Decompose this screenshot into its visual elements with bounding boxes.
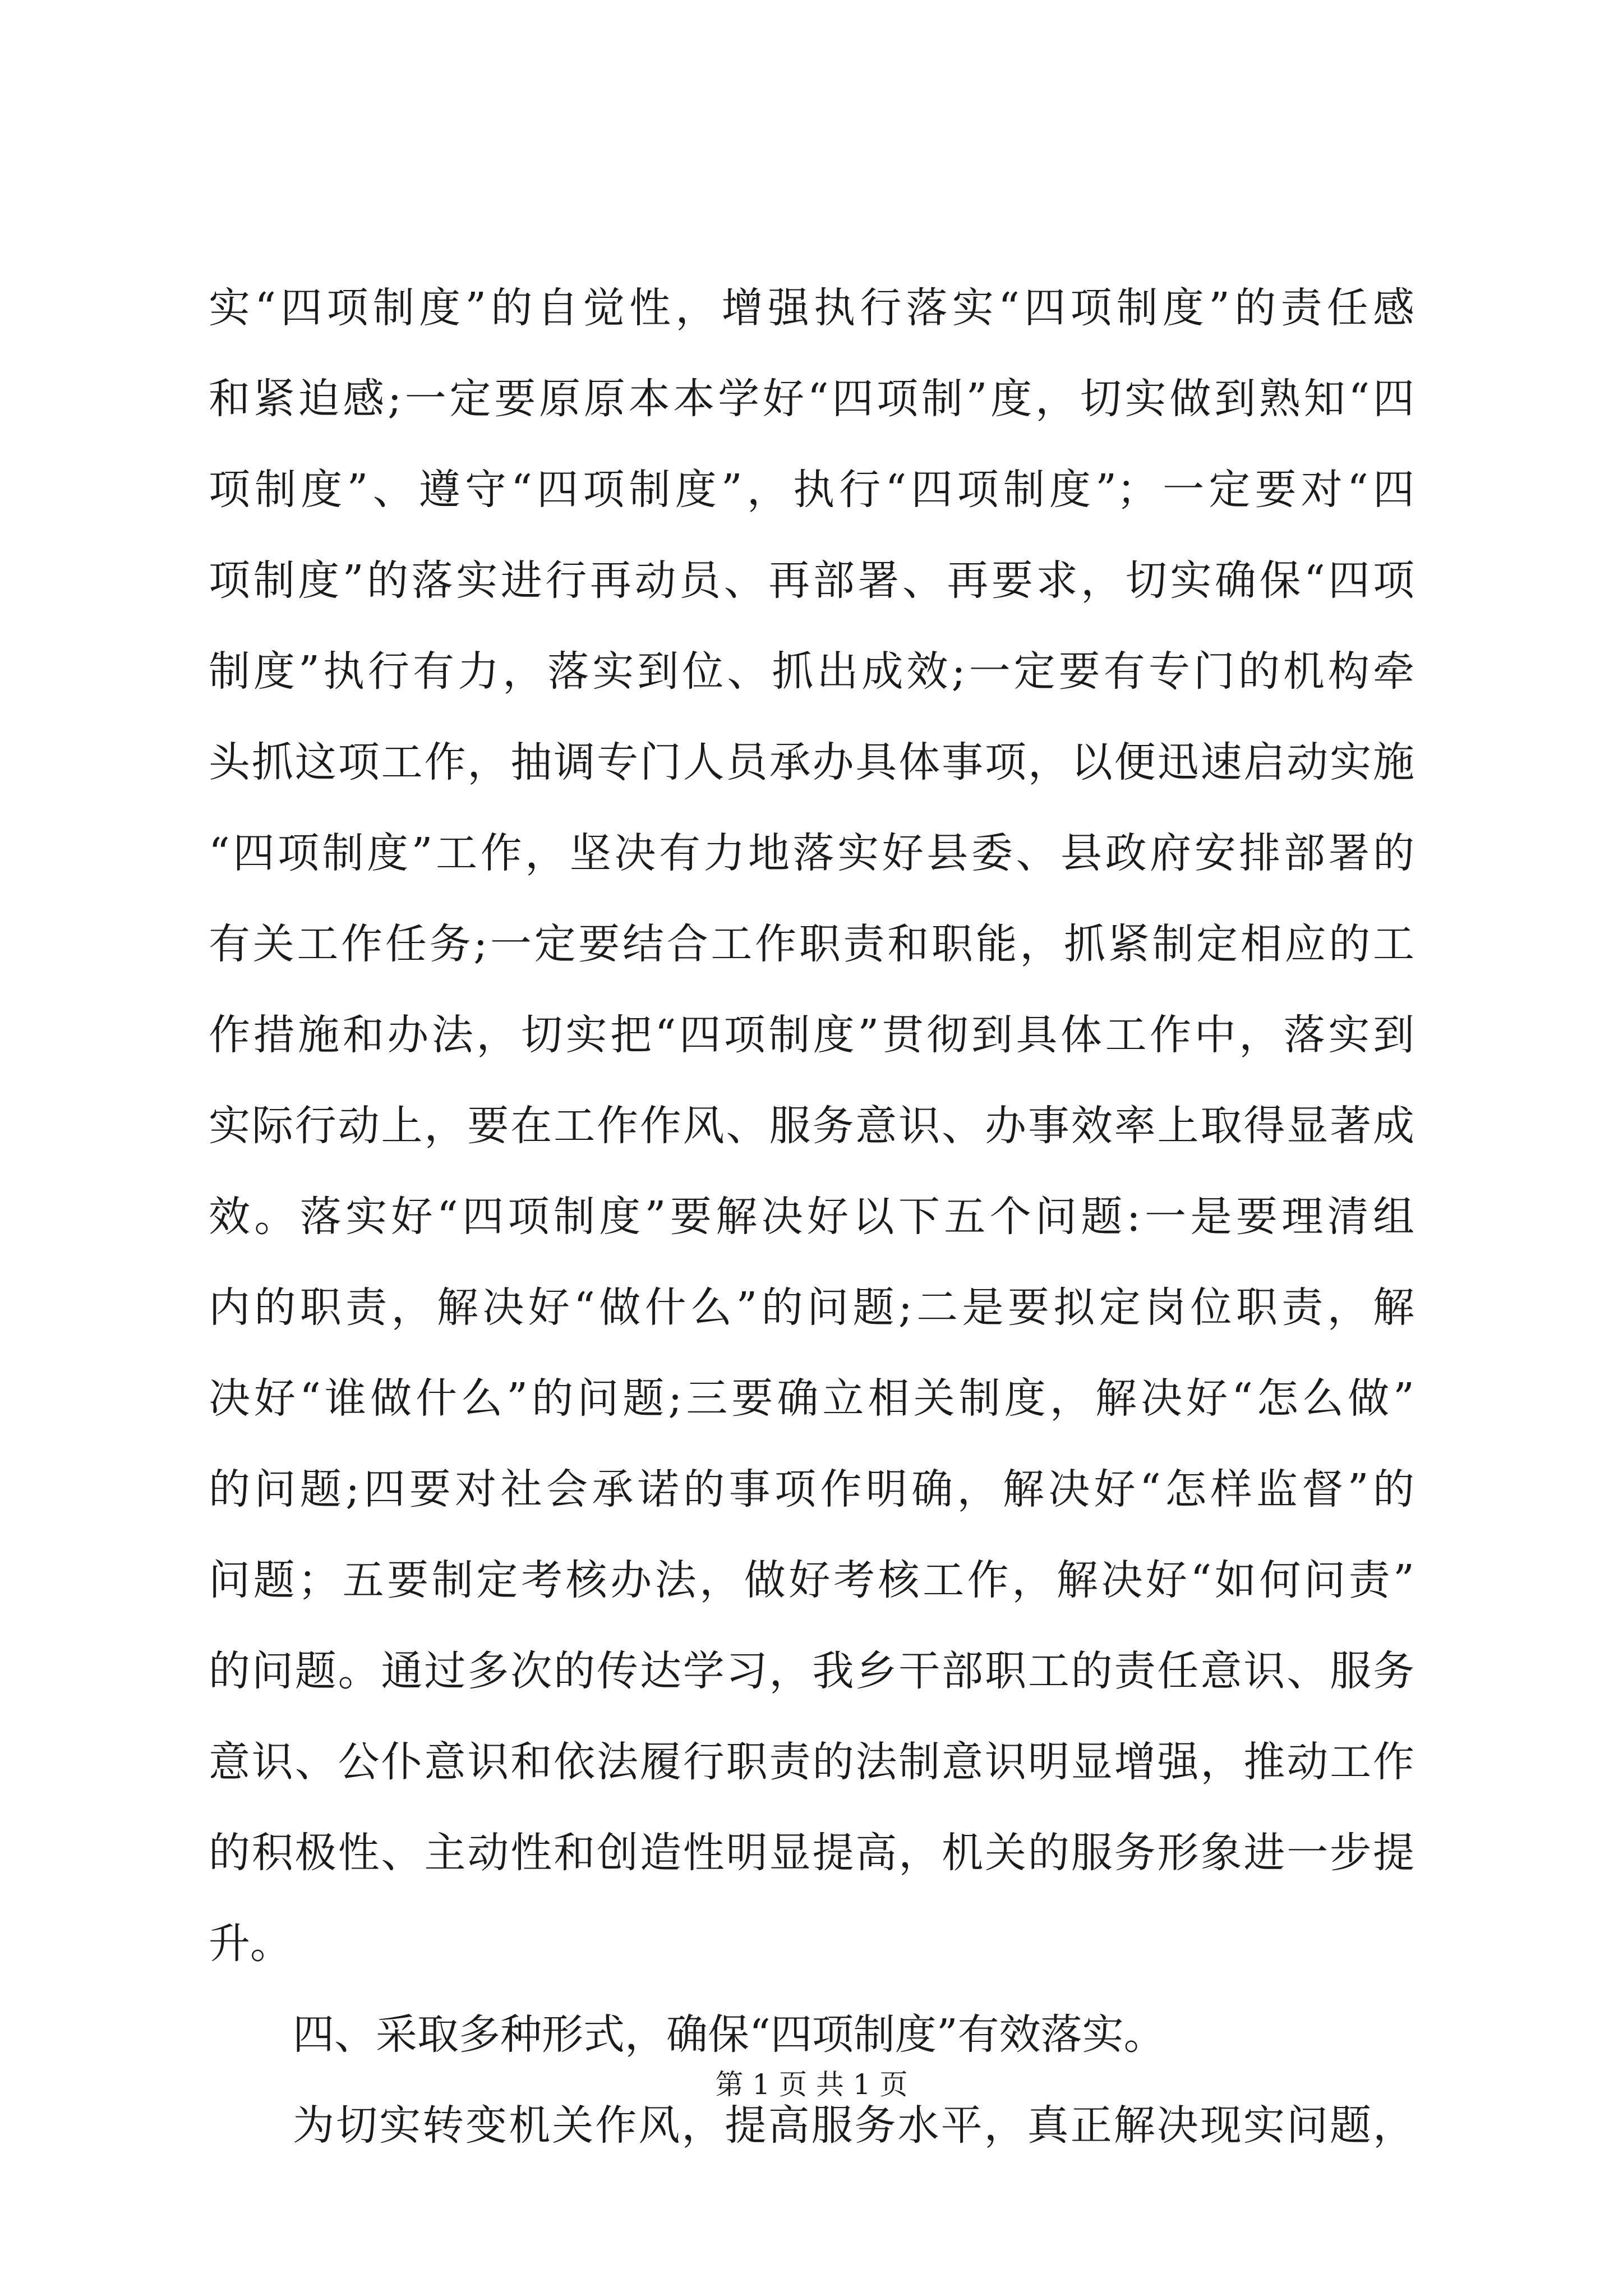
paragraph-line: “四项制度”工作，坚决有力地落实好县委、县政府安排部署的	[209, 829, 1414, 877]
paragraph-line: 项制度”的落实进行再动员、再部署、再要求，切实确保“四项	[209, 556, 1414, 605]
page-footer: 第 1 页 共 1 页	[715, 2068, 908, 2101]
paragraph-line: 问题；五要制定考核办法，做好考核工作，解决好“如何问责”	[209, 1556, 1414, 1604]
paragraph-line: 决好“谁做什么”的问题;三要确立相关制度，解决好“怎么做”	[209, 1374, 1414, 1423]
document-body	[209, 263, 1414, 2171]
paragraph-line: 有关工作任务;一定要结合工作职责和职能，抓紧制定相应的工	[209, 920, 1414, 968]
paragraph-line: 内的职责，解决好“做什么”的问题;二是要拟定岗位职责，解	[209, 1283, 1414, 1332]
paragraph-line: 头抓这项工作，抽调专门人员承办具体事项，以便迅速启动实施	[209, 738, 1414, 786]
paragraph-line: 意识、公仆意识和依法履行职责的法制意识明显增强，推动工作	[209, 1738, 1414, 1786]
paragraph-line: 效。落实好“四项制度”要解决好以下五个问题:一是要理清组	[209, 1193, 1414, 1241]
paragraph-line: 实际行动上，要在工作作风、服务意识、办事效率上取得显著成	[209, 1102, 1414, 1150]
paragraph-line: 和紧迫感;一定要原原本本学好“四项制”度，切实做到熟知“四	[209, 375, 1414, 423]
paragraph-line: 制度”执行有力，落实到位、抓出成效;一定要有专门的机构牵	[209, 647, 1414, 696]
paragraph-line: 的积极性、主动性和创造性明显提高，机关的服务形象进一步提	[209, 1829, 1414, 1877]
paragraph-line: 为切实转变机关作风，提高服务水平，真正解决现实问题，	[293, 2101, 1414, 2150]
paragraph-line: 的问题;四要对社会承诺的事项作明确，解决好“怎样监督”的	[209, 1465, 1414, 1513]
section-heading: 四、采取多种形式，确保“四项制度”有效落实。	[293, 2010, 1165, 2059]
paragraph-line: 项制度”、遵守“四项制度”，执行“四项制度”；一定要对“四	[209, 466, 1414, 514]
paragraph-line: 升。	[209, 1920, 292, 1968]
paragraph-line: 实“四项制度”的自觉性，增强执行落实“四项制度”的责任感	[209, 284, 1414, 332]
paragraph-line: 作措施和办法，切实把“四项制度”贯彻到具体工作中，落实到	[209, 1011, 1414, 1059]
paragraph-line: 的问题。通过多次的传达学习，我乡干部职工的责任意识、服务	[209, 1647, 1414, 1695]
